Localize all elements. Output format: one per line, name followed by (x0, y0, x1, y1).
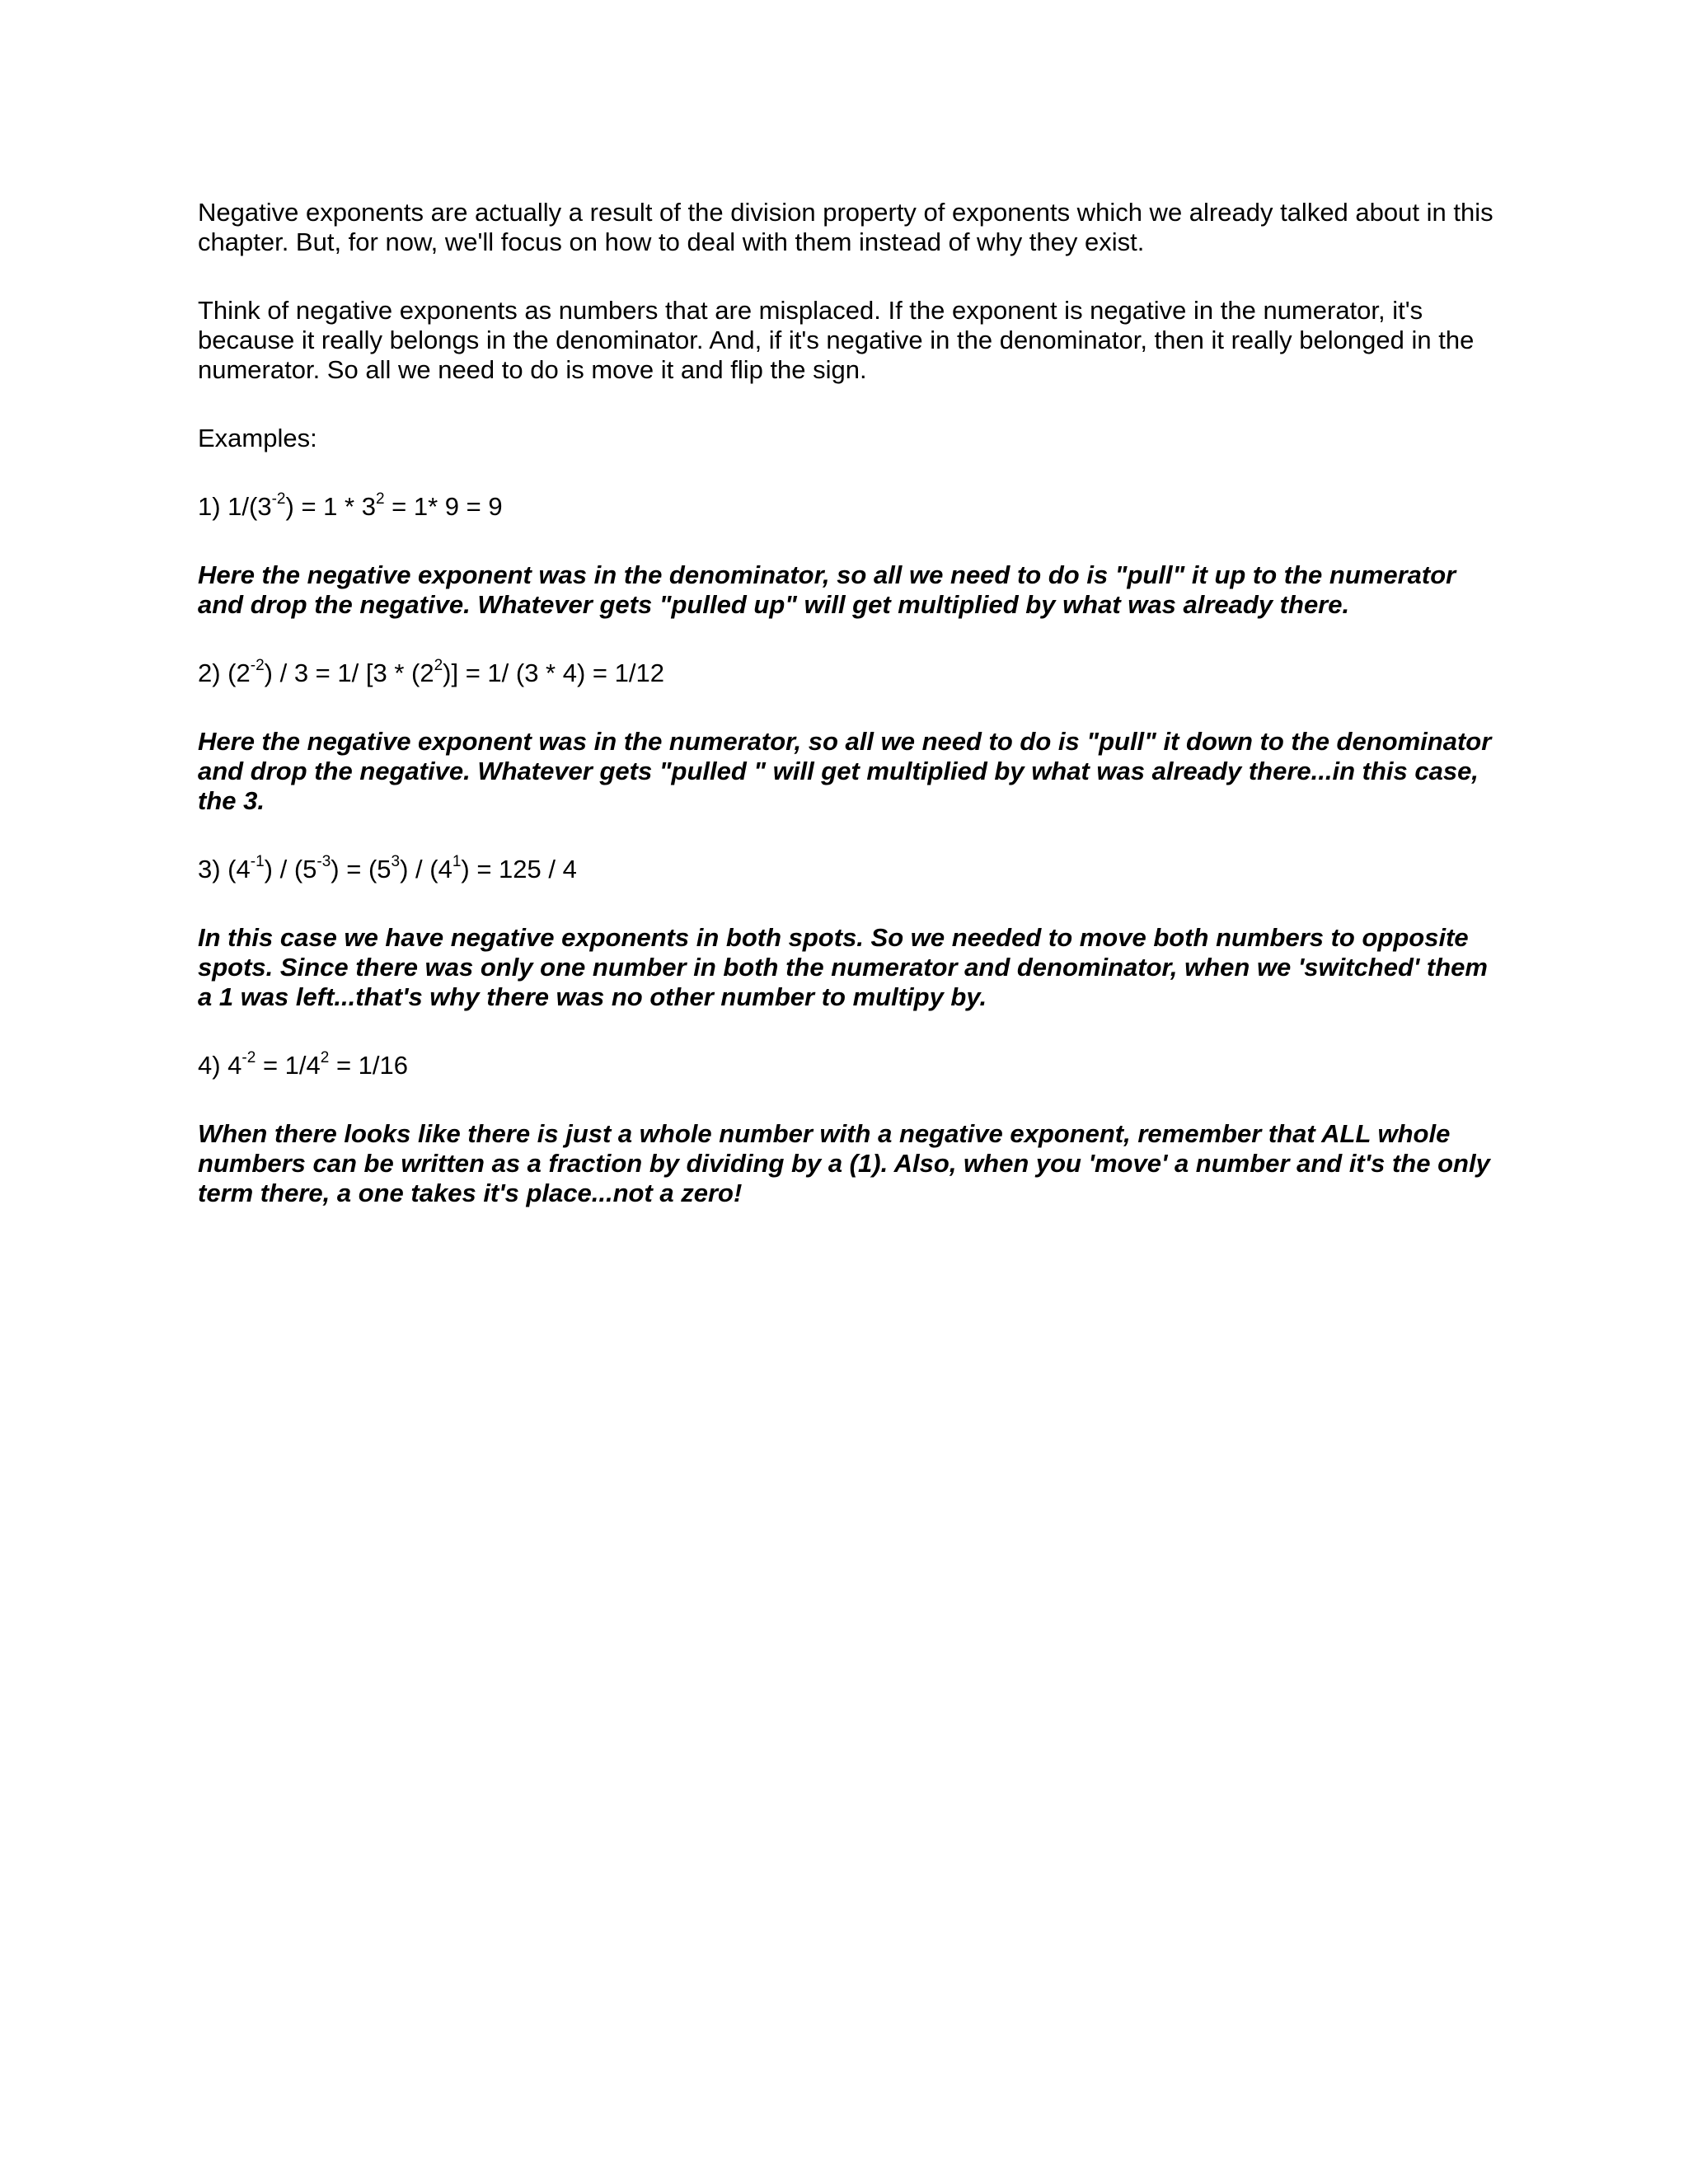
exponent: 3 (391, 852, 401, 870)
example-4-explanation: When there looks like there is just a whole number with a negative exponent, remember that ALL whole numbers can be written as a fraction by dividing by a (1). Also, when you 'move' a number and it's the only term there, a one takes it's place...not a zero! (198, 1119, 1490, 1207)
exponent: -1 (250, 852, 265, 870)
exponent: 2 (320, 1048, 330, 1066)
example-2-expression: 2) $(2^{-2}) / 3 = 1/$ $[3 * (2^2)] = 1/$ (3 * 4) = 1/12 (198, 656, 664, 687)
exponent: -2 (241, 1048, 256, 1066)
exponent: -3 (316, 852, 331, 870)
exponent: 2 (375, 490, 385, 508)
example-3-expression: 3) $(4^{-1}) / (5^{-3}) = (5^3) / (4^1) = 125 / 4$ (198, 852, 577, 883)
exponent: -2 (271, 490, 286, 508)
example-1-explanation: Here the negative exponent was in the denominator, so all we need to do is "pull" it up to the numerator and drop the negative. Whatever gets "pulled up" will get multiplied by what was already there. (198, 560, 1456, 619)
example-1-expression: 1) $1/(3^{-2}) = 1 * 3^2 = 1*$ 9 = 9 (198, 490, 503, 521)
intro-paragraph-2: Think of negative exponents as numbers that are misplaced. If the exponent is negative in the numerator, it's because it really belongs in the denominator. And, if it's negative in the denominator, then it really belonged in the numerator. So all we need to do is move it and flip the sign. (198, 296, 1475, 384)
exponent: 1 (452, 852, 462, 870)
examples-heading: Examples: (198, 424, 317, 452)
example-3-explanation: In this case we have negative exponents in both spots. So we needed to move both numbers to opposite spots. Since there was only one number in both the numerator and denominator, when we 'switched' them a 1 was left...that's why there was no other number to multipy by. (198, 923, 1488, 1011)
intro-paragraph-1: Negative exponents are actually a result of the division property of exponents which we already talked about in this chapter. But, for now, we'll focus on how to deal with them instead of why they exist. (198, 198, 1493, 256)
document-body (198, 198, 1500, 1247)
exponent: 2 (434, 656, 443, 674)
example-2-explanation: Here the negative exponent was in the numerator, so all we need to do is "pull" it down to the denominator and drop the negative. Whatever gets "pulled " will get multiplied by what was already there...in this case, the 3. (198, 727, 1492, 815)
example-4-expression: 4) $4^{-2} = 1/4^2 = 1/16$ (198, 1048, 409, 1080)
exponent: -2 (250, 656, 265, 674)
